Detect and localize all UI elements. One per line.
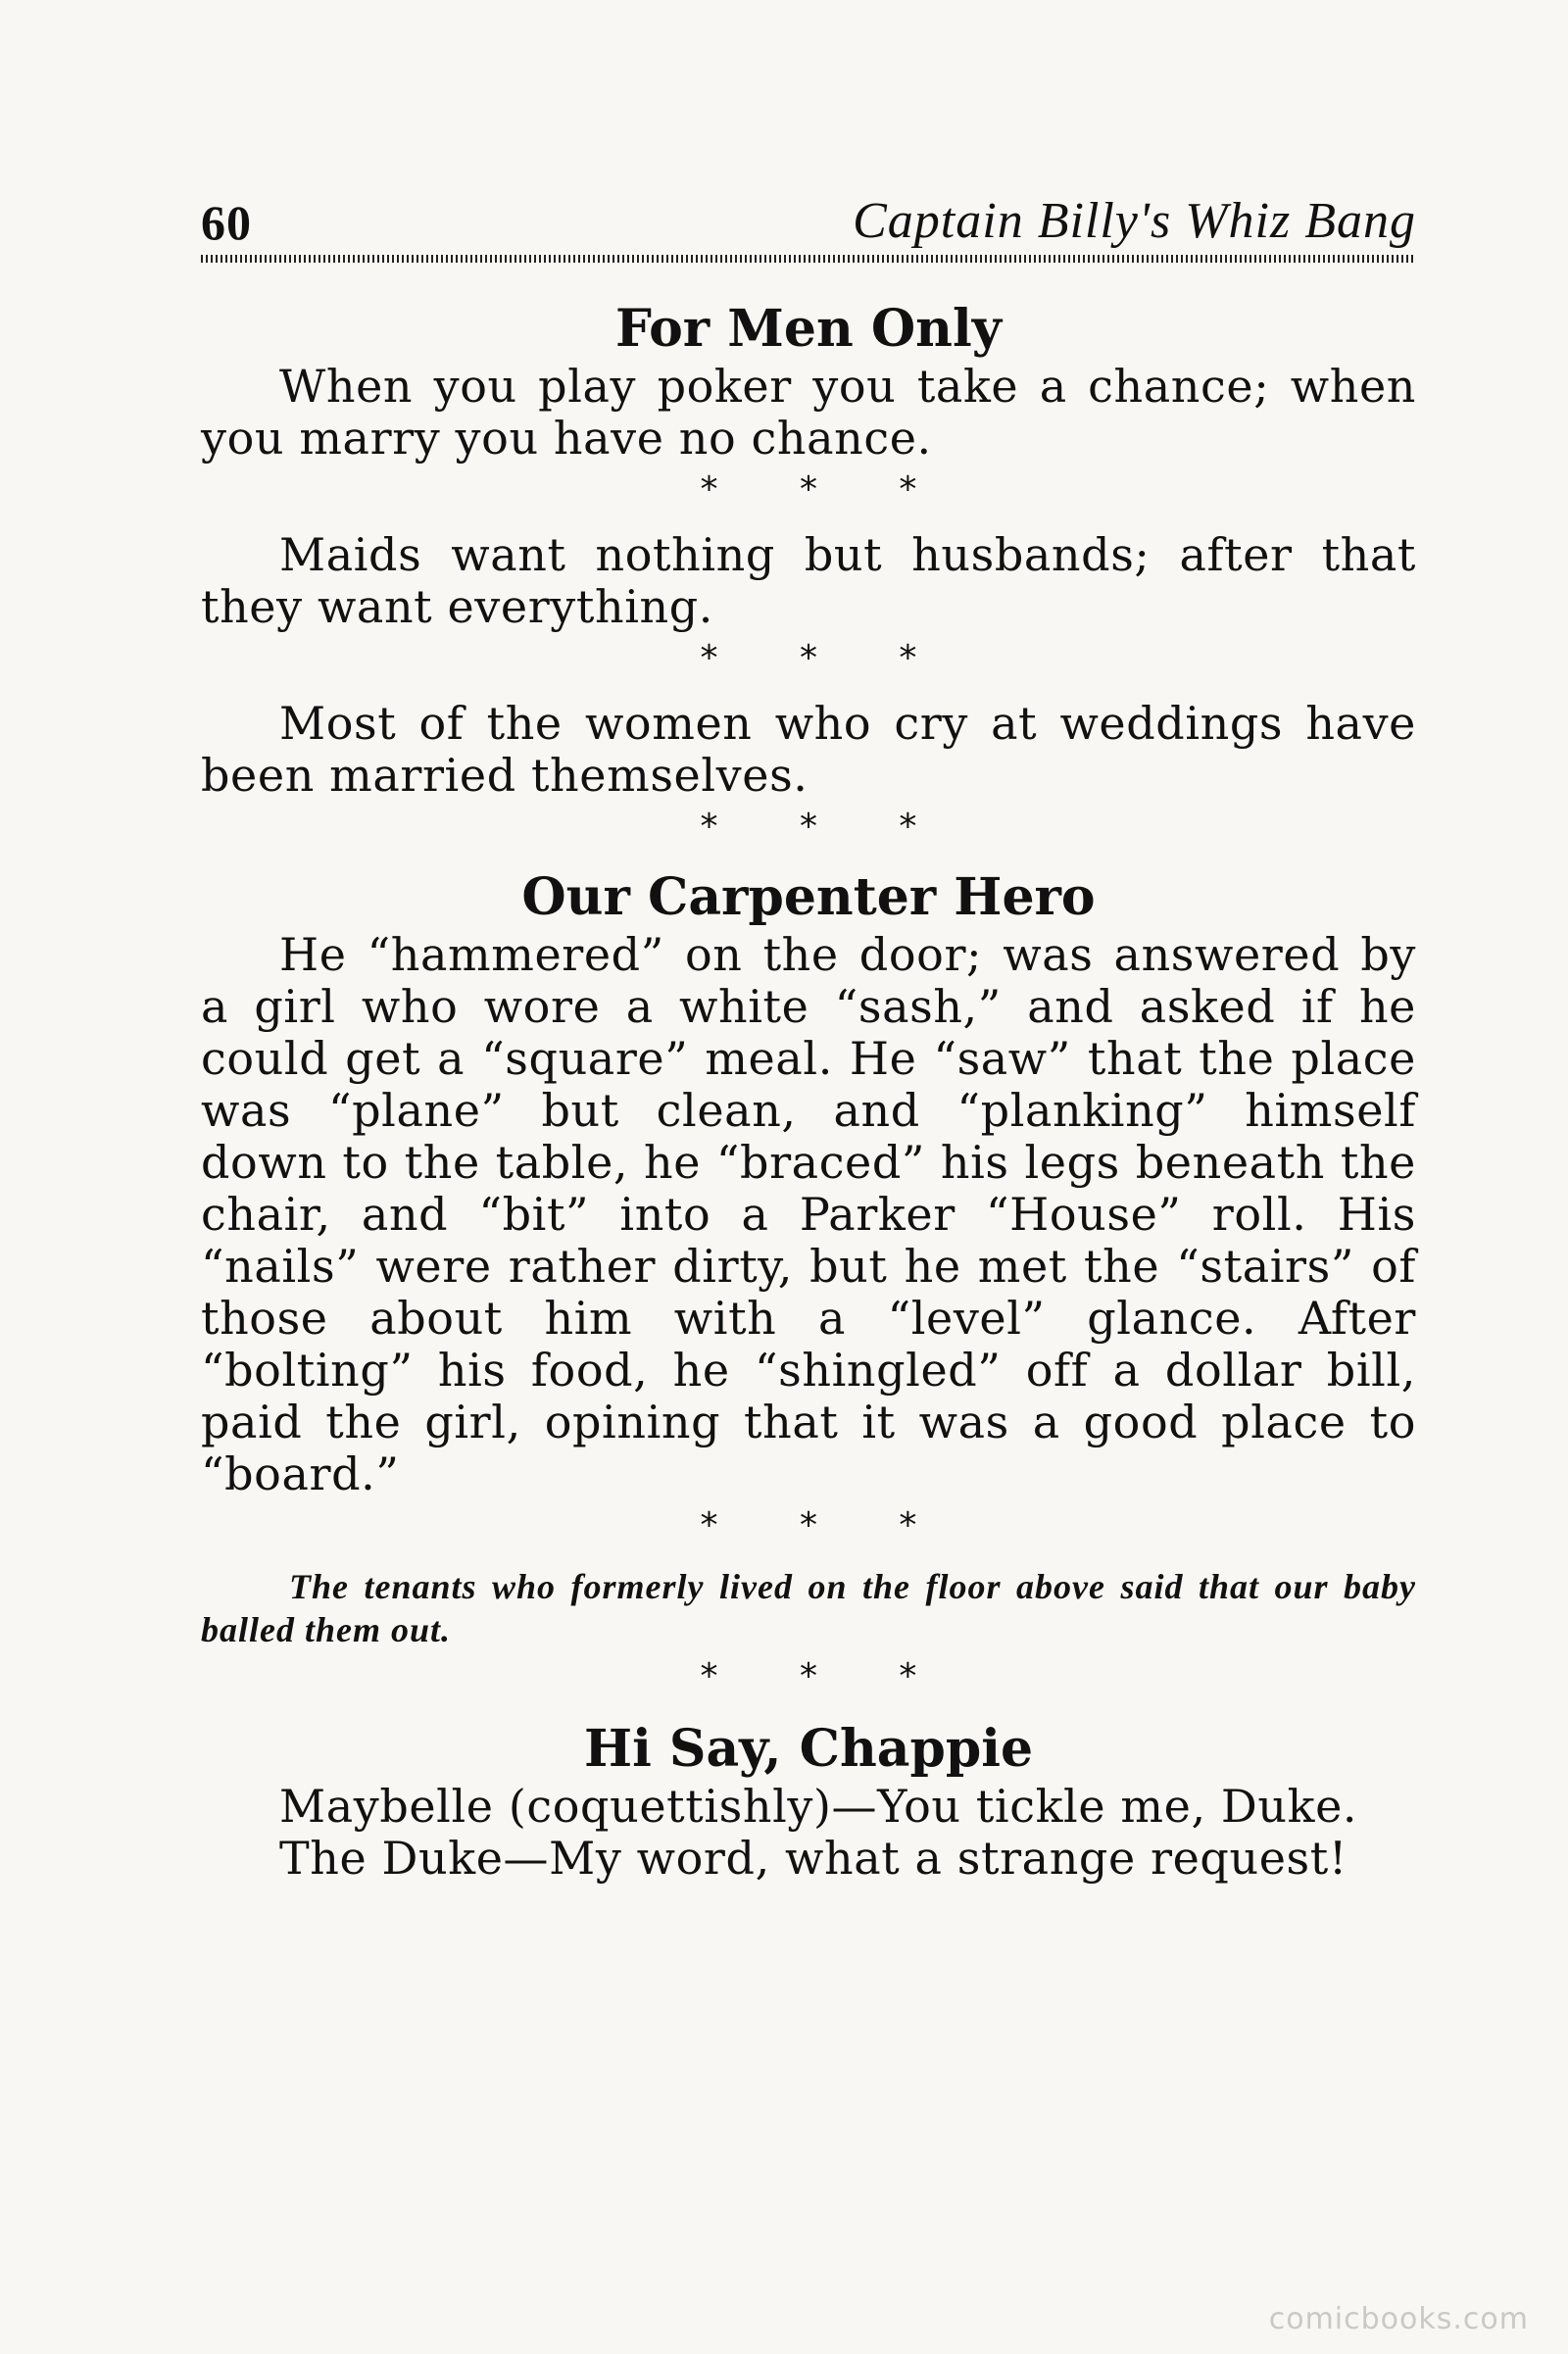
heading-our-carpenter-hero: Our Carpenter Hero [521,867,1096,927]
paragraph: When you play poker you take a chance; when you marry you have no chance. [201,360,1416,465]
heading-hi-say-chappie: Hi Say, Chappie [583,1719,1034,1779]
separator-stars: * * * [700,469,953,510]
separator-stars: * * * [700,1656,953,1696]
separator-stars: * * * [700,807,953,847]
paragraph: He “hammered” on the door; was answered by a girl who wore a white “sash,” and asked if he could get a “square” meal. He “saw” that the place was “plane” but clean, and “planking” himself down to the table, he “braced” his legs beneath the chair, and “bit” into a Parker “House” roll. His “nails” were rather dirty, but he met the “stairs” of those about him with a “level” glance. After “bolting” his food, he “shingled” off a dollar bill, paid the girl, opining that it was a good place to “board.” [201,928,1416,1500]
paragraph: The Duke—My word, what a strange request! [279,1832,1348,1885]
page-header [201,186,1416,263]
paragraph: Maids want nothing but husbands; after that they want everything. [201,528,1416,633]
header-rule [201,255,1416,263]
page-number: 60 [201,195,252,250]
running-title: Captain Billy's Whiz Bang [853,193,1416,249]
page [201,186,1416,1885]
quip-paragraph: The tenants who formerly lived on the floor above said that our baby balled them out. [201,1567,1416,1649]
separator-stars: * * * [700,638,953,678]
heading-for-men-only: For Men Only [615,299,1002,359]
separator-stars: * * * [700,1505,953,1545]
paragraph: Maybelle (coquettishly)—You tickle me, Duke. [279,1780,1358,1833]
paragraph: Most of the women who cry at weddings have been married themselves. [201,697,1416,802]
watermark: comicbooks.com [1268,2302,1529,2336]
